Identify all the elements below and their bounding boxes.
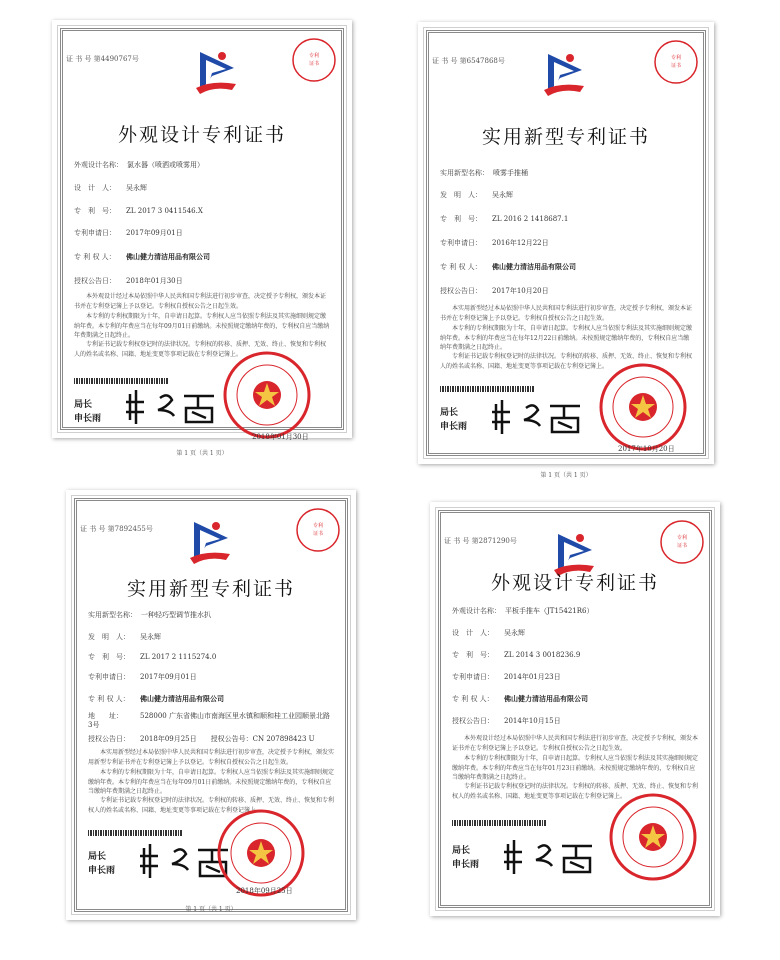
certificate-number: 证 书 号 第6547868号: [432, 57, 505, 65]
field-utility-name: 实用新型名称： 一种轻巧型调节推水扒: [88, 611, 211, 619]
seal-date: 2017年10月20日: [618, 445, 675, 453]
certificate-number: 证 书 号 第7892455号: [80, 525, 153, 533]
paragraph-1: 本实用新型经过本局依照中华人民共和国专利法进行初步审查，决定授予专利权，颁发本证书并在专利登记簿上予以登记。专利权自授权公告之日起生效。: [440, 305, 693, 322]
field-grant-date: 授权公告日： 2018年09月25日 授权公告号：CN 207898423 U: [88, 735, 315, 743]
field-designer: 设 计 人： 吴永辉: [74, 184, 147, 192]
paragraph-2: 本专利的专利权期限为十年，自申请日起算。专利权人应当依照专利法及其实施细则规定缴纳年费。本专利的年费应当在每年01月23日前缴纳。未按照规定缴纳年费的，专利权自应当缴纳年费期满之日起终止。: [452, 755, 699, 781]
field-application-date: 专利申请日： 2016年12月22日: [440, 239, 549, 247]
field-patent-number: 专 利 号： ZL 2017 3 0411546.X: [74, 207, 203, 215]
paragraph-1: 本外观设计经过本局依照中华人民共和国专利法进行初步审查，决定授予专利权，颁发本证书并在专利登记簿上予以登记。专利权自授权公告之日起生效。: [452, 735, 699, 752]
svg-text:证书: 证书: [676, 543, 688, 549]
director-signature-icon: [488, 396, 598, 436]
barcode: [74, 378, 169, 384]
paragraph-1: 本外观设计经过本局依照中华人民共和国专利法进行初步审查，决定授予专利权，颁发本证书并在专利登记簿上予以登记。专利权自授权公告之日起生效。: [74, 293, 327, 310]
page-footer: 第 1 页（共 1 页）: [176, 450, 228, 457]
field-application-date: 专利申请日： 2014年01月23日: [452, 673, 561, 681]
svg-text:证书: 证书: [312, 531, 324, 537]
certificate-3: [66, 490, 356, 920]
top-stamp-icon: [290, 36, 338, 84]
svg-text:专利: 专利: [676, 535, 688, 541]
field-address: 地 址： 528000 广东省佛山市南海区里水镇和顺和桂工业园顺景北路3号: [88, 712, 330, 729]
director-signature-icon: [500, 836, 610, 876]
patent-office-logo-icon: [540, 44, 590, 99]
top-stamp-icon: [294, 506, 342, 554]
certificate-2: [418, 22, 714, 479]
certificate-4: [430, 502, 720, 916]
paragraph-2: 本专利的专利权期限为十年，自申请日起算。专利权人应当依照专利法及其实施细则规定缴纳年费。本专利的年费应当在每年09月01日前缴纳。未按照规定缴纳年费的，专利权自应当缴纳年费期满之日起终止。: [88, 769, 335, 795]
paragraph-3: 专利证书记载专利权登记时的法律状况。专利权的转移、质押、无效、终止、恢复和专利权人的姓名或名称、国籍、地址变更等事项记载在专利登记簿上。: [88, 797, 335, 814]
certificate-number: 证 书 号 第4490767号: [66, 55, 139, 63]
svg-text:证书: 证书: [670, 63, 682, 69]
director-title: 局长 申长雨: [452, 846, 480, 870]
field-inventor: 发 明 人： 吴永辉: [440, 191, 513, 199]
paragraph-3: 专利证书记载专利权登记时的法律状况。专利权的转移、质押、无效、终止、恢复和专利权人的姓名或名称、国籍、地址变更等事项记载在专利登记簿上。: [452, 783, 699, 800]
field-application-date: 专利申请日： 2017年09月01日: [88, 673, 197, 681]
certificate-title: 实用新型专利证书: [126, 578, 295, 600]
certificate-1: [52, 20, 352, 457]
seal-date: 2018年09月25日: [236, 887, 293, 895]
certificate-title: 外观设计专利证书: [117, 124, 286, 146]
paragraph-1: 本实用新型经过本局依照中华人民共和国专利法进行初步审查，决定授予专利权，颁发实用新型专利证书并在专利登记簿上予以登记。专利权自授权公告之日起生效。: [88, 749, 335, 766]
field-grant-date: 授权公告日： 2014年10月15日: [452, 717, 561, 725]
paragraph-2: 本专利的专利权期限为十年，自申请日起算。专利权人应当依照专利法及其实施细则规定缴纳年费。本专利的年费应当在每年12月22日前缴纳。未按照规定缴纳年费的，专利权自应当缴纳年费期满之日起终止。: [440, 325, 693, 351]
paragraph-3: 专利证书记载专利权登记时的法律状况。专利权的转移、质押、无效、终止、恢复和专利权人的姓名或名称、国籍、地址变更等事项记载在专利登记簿上。: [74, 341, 327, 358]
certificate-title: 实用新型专利证书: [481, 126, 650, 148]
svg-text:专利: 专利: [670, 55, 682, 61]
official-seal-icon: [222, 350, 312, 440]
official-seal-icon: [598, 362, 688, 452]
svg-text:专利: 专利: [308, 53, 320, 59]
page-footer: 第 1 页（共 1 页）: [185, 906, 237, 913]
barcode: [440, 386, 535, 392]
field-design-name: 外观设计名称： 平板手推车（JT15421R6）: [452, 607, 594, 615]
field-patent-number: 专 利 号： ZL 2016 2 1418687.1: [440, 215, 569, 223]
top-stamp-icon: [652, 38, 700, 86]
field-patentee: 专 利 权 人： 佛山健力清洁用品有限公司: [74, 252, 210, 261]
director-signature-icon: [122, 386, 232, 426]
official-seal-icon: [216, 808, 306, 898]
field-application-date: 专利申请日： 2017年09月01日: [74, 229, 183, 237]
official-seal-icon: [608, 792, 698, 882]
patent-office-logo-icon: [192, 42, 242, 97]
field-patentee: 专 利 权 人： 佛山健力清洁用品有限公司: [88, 694, 224, 703]
field-patentee: 专 利 权 人： 佛山健力清洁用品有限公司: [440, 262, 576, 271]
page-footer: 第 1 页（共 1 页）: [540, 472, 592, 479]
field-utility-name: 实用新型名称： 喷雾手推桶: [440, 169, 528, 177]
field-design-name: 外观设计名称： 氯水器（喷洒或喷雾用）: [74, 161, 204, 169]
director-title: 局长 申长雨: [74, 400, 102, 424]
field-inventor: 发 明 人： 吴永辉: [88, 633, 161, 641]
director-title: 局长 申长雨: [88, 852, 116, 876]
certificate-title: 外观设计专利证书: [490, 572, 659, 594]
seal-date: 2018年01月30日: [252, 433, 309, 441]
svg-text:证书: 证书: [308, 61, 320, 67]
field-patent-number: 专 利 号： ZL 2014 3 0018236.9: [452, 651, 581, 659]
barcode: [452, 820, 547, 826]
top-stamp-icon: [658, 518, 706, 566]
svg-text:专利: 专利: [312, 523, 324, 529]
paragraph-3: 专利证书记载专利权登记时的法律状况。专利权的转移、质押、无效、终止、恢复和专利权人的姓名或名称、国籍、地址变更等事项记载在专利登记簿上。: [440, 353, 693, 370]
field-patentee: 专 利 权 人： 佛山健力清洁用品有限公司: [452, 694, 588, 703]
director-title: 局长 申长雨: [440, 408, 468, 432]
certificate-number: 证 书 号 第2871290号: [444, 537, 517, 545]
field-designer: 设 计 人： 吴永辉: [452, 629, 525, 637]
paragraph-2: 本专利的专利权期限为十年，自申请日起算。专利权人应当依照专利法及其实施细则规定缴纳年费。本专利的年费应当在每年09月01日前缴纳。未按照规定缴纳年费的，专利权自应当缴纳年费期满之日起终止。: [74, 313, 330, 339]
barcode: [88, 830, 183, 836]
field-patent-number: 专 利 号： ZL 2017 2 1115274.0: [88, 653, 217, 661]
field-grant-date: 授权公告日： 2017年10月20日: [440, 287, 549, 295]
patent-office-logo-icon: [186, 512, 236, 567]
field-grant-date: 授权公告日： 2018年01月30日: [74, 277, 183, 285]
